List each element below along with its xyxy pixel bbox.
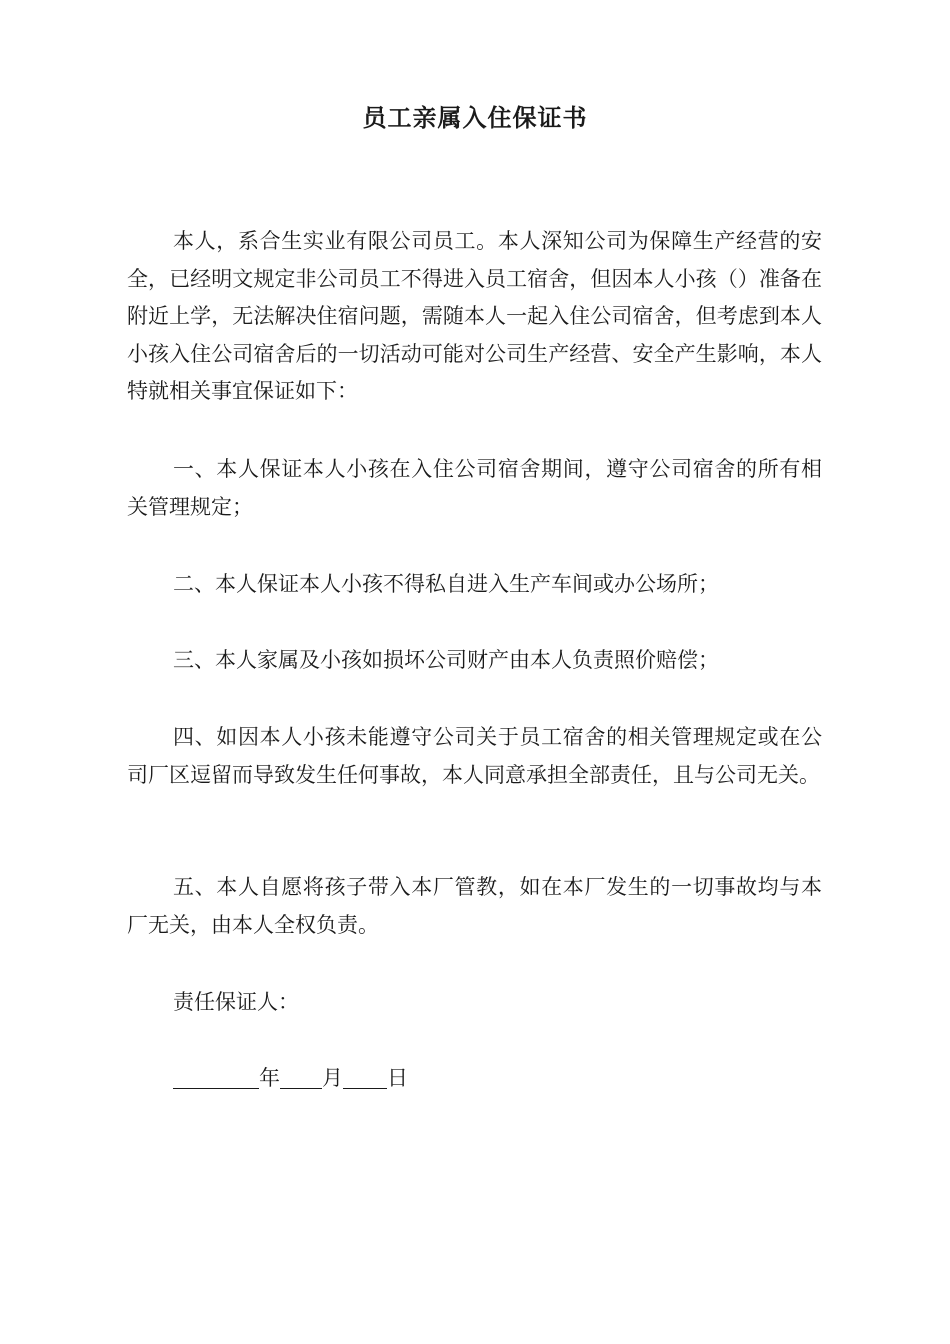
day-blank <box>343 1062 387 1089</box>
clause-5: 五、本人自愿将孩子带入本厂管教，如在本厂发生的一切事故均与本厂无关，由本人全权负责。 <box>127 875 822 937</box>
clause-2: 二、本人保证本人小孩不得私自进入生产车间或办公场所； <box>173 572 719 596</box>
date-line <box>127 1060 822 1098</box>
year-label: 年 <box>259 1066 280 1090</box>
clause-1: 一、本人保证本人小孩在入住公司宿舍期间，遵守公司宿舍的所有相关管理规定； <box>127 457 822 519</box>
month-blank <box>280 1062 322 1089</box>
document-title: 员工亲属入住保证书 <box>362 104 588 132</box>
clause-4: 四、如因本人小孩未能遵守公司关于员工宿舍的相关管理规定或在公司厂区逗留而导致发生任何事故，本人同意承担全部责任，且与公司无关。 <box>127 725 822 787</box>
clause-3: 三、本人家属及小孩如损坏公司财产由本人负责照价赔偿； <box>173 648 719 672</box>
month-label: 月 <box>322 1066 343 1090</box>
signature-label: 责任保证人： <box>173 990 299 1014</box>
year-blank <box>173 1062 259 1089</box>
day-label: 日 <box>387 1066 408 1090</box>
intro-paragraph: 本人，系合生实业有限公司员工。本人深知公司为保障生产经营的安全，已经明文规定非公司员工不得进入员工宿舍，但因本人小孩（）准备在附近上学，无法解决住宿问题，需随本人一起入住公司宿舍，但考虑到本人小孩入住公司宿舍后的一切活动可能对公司生产经营、安全产生影响，本人特就相关事宜保证如下： <box>127 229 822 403</box>
